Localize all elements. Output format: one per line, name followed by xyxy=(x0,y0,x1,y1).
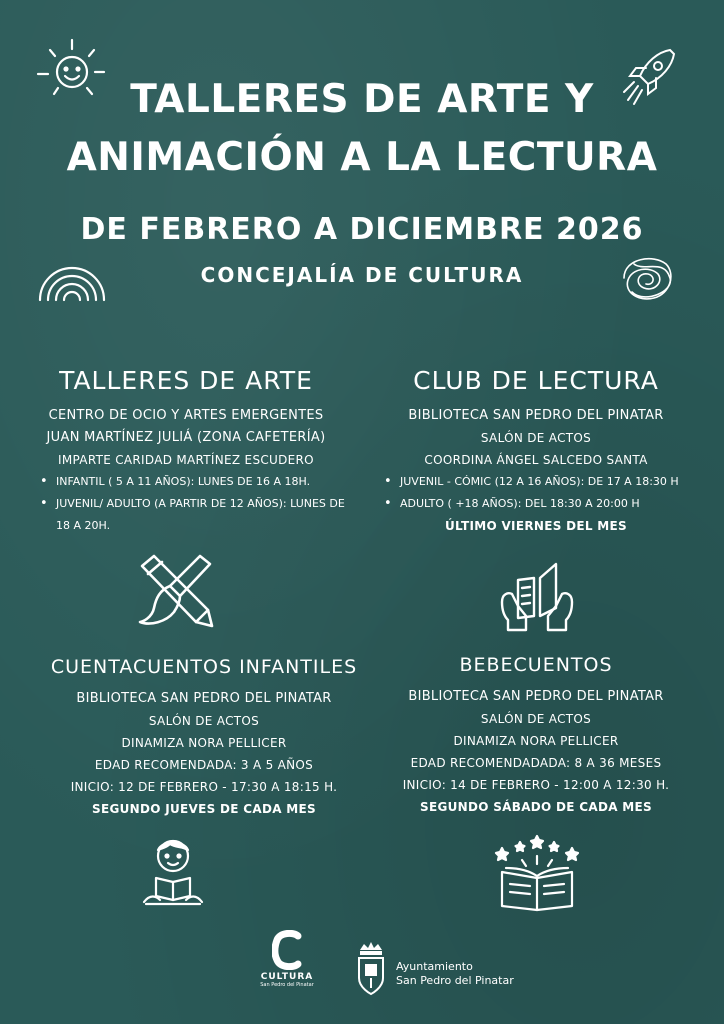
bebecuentos-section xyxy=(366,654,706,818)
club-frequency: ÚLTIMO VIERNES DEL MES xyxy=(445,519,627,533)
title-line-2: ANIMACIÓN A LA LECTURA xyxy=(66,135,658,180)
date-subtitle: DE FEBRERO A DICIEMBRE 2026 xyxy=(80,212,644,247)
bebecuentos-room: SALÓN DE ACTOS xyxy=(480,712,592,726)
cuentacuentos-room: SALÓN DE ACTOS xyxy=(148,714,260,728)
club-schedule-item: • JUVENIL - CÓMIC (12 A 16 AÑOS): DE 17 A 18:30 H xyxy=(382,471,706,493)
talleres-venue-zone: JUAN MARTÍNEZ JULIÁ (ZONA CAFETERÍA) xyxy=(46,430,326,445)
bebecuentos-host: DINAMIZA NORA PELLICER xyxy=(453,734,619,748)
cultura-logo-subtext: San Pedro del Pinatar xyxy=(260,982,314,988)
cuentacuentos-age: EDAD RECOMENDADA: 3 A 5 AÑOS xyxy=(94,758,314,772)
cuentacuentos-start: INICIO: 12 DE FEBRERO - 17:30 A 18:15 H. xyxy=(70,780,338,794)
talleres-schedule-item: • INFANTIL ( 5 A 11 AÑOS): LUNES DE 16 A 18H. xyxy=(38,471,358,493)
cuentacuentos-frequency: SEGUNDO JUEVES DE CADA MES xyxy=(92,802,316,816)
talleres-schedule-item: • JUVENIL/ ADULTO (A PARTIR DE 12 AÑOS): LUNES DE 18 A 20H. xyxy=(38,493,358,537)
bebecuentos-venue: BIBLIOTECA SAN PEDRO DEL PINATAR xyxy=(408,689,664,704)
pencil-brush-icon xyxy=(134,552,218,632)
club-venue: BIBLIOTECA SAN PEDRO DEL PINATAR xyxy=(408,408,664,423)
club-schedule-item: • ADULTO ( +18 AÑOS): DEL 18:30 A 20:00 H xyxy=(382,493,706,515)
bebecuentos-frequency: SEGUNDO SÁBADO DE CADA MES xyxy=(420,800,652,814)
department-label: CONCEJALÍA DE CULTURA xyxy=(200,263,524,287)
bebecuentos-start: INICIO: 14 DE FEBRERO - 12:00 A 12:30 H. xyxy=(402,778,670,792)
cuentacuentos-title: CUENTACUENTOS INFANTILES xyxy=(50,656,358,678)
talleres-teacher: IMPARTE CARIDAD MARTÍNEZ ESCUDERO xyxy=(58,453,314,467)
hands-book-icon xyxy=(496,558,578,632)
talleres-schedule-list xyxy=(16,471,358,537)
club-coordinator: COORDINA ÁNGEL SALCEDO SANTA xyxy=(424,453,648,467)
cuentacuentos-section xyxy=(34,656,374,820)
talleres-title: TALLERES DE ARTE xyxy=(59,366,313,395)
cultura-c-mark-icon xyxy=(272,930,302,970)
cultura-logo-text: CULTURA xyxy=(260,972,314,982)
club-title: CLUB DE LECTURA xyxy=(413,366,659,395)
cuentacuentos-venue: BIBLIOTECA SAN PEDRO DEL PINATAR xyxy=(76,691,332,706)
ayuntamiento-line1: Ayuntamiento xyxy=(396,960,473,973)
talleres-venue: CENTRO DE OCIO Y ARTES EMERGENTES xyxy=(48,408,324,423)
cuentacuentos-host: DINAMIZA NORA PELLICER xyxy=(121,736,287,750)
club-room: SALÓN DE ACTOS xyxy=(480,431,592,445)
talleres-section xyxy=(16,366,356,537)
bebecuentos-age: EDAD RECOMENDADADA: 8 A 36 MESES xyxy=(410,756,662,770)
ayuntamiento-line2: San Pedro del Pinatar xyxy=(396,974,514,987)
club-section xyxy=(366,366,706,537)
cultura-logo xyxy=(256,930,318,988)
bebecuentos-title: BEBECUENTOS xyxy=(459,654,613,676)
child-reading-icon xyxy=(140,834,206,910)
title-line-1: TALLERES DE ARTE Y xyxy=(130,77,594,122)
ayuntamiento-logo xyxy=(356,940,556,1000)
coat-of-arms-icon xyxy=(356,940,386,996)
club-schedule-list xyxy=(366,471,706,515)
open-book-stars-icon xyxy=(492,834,582,912)
